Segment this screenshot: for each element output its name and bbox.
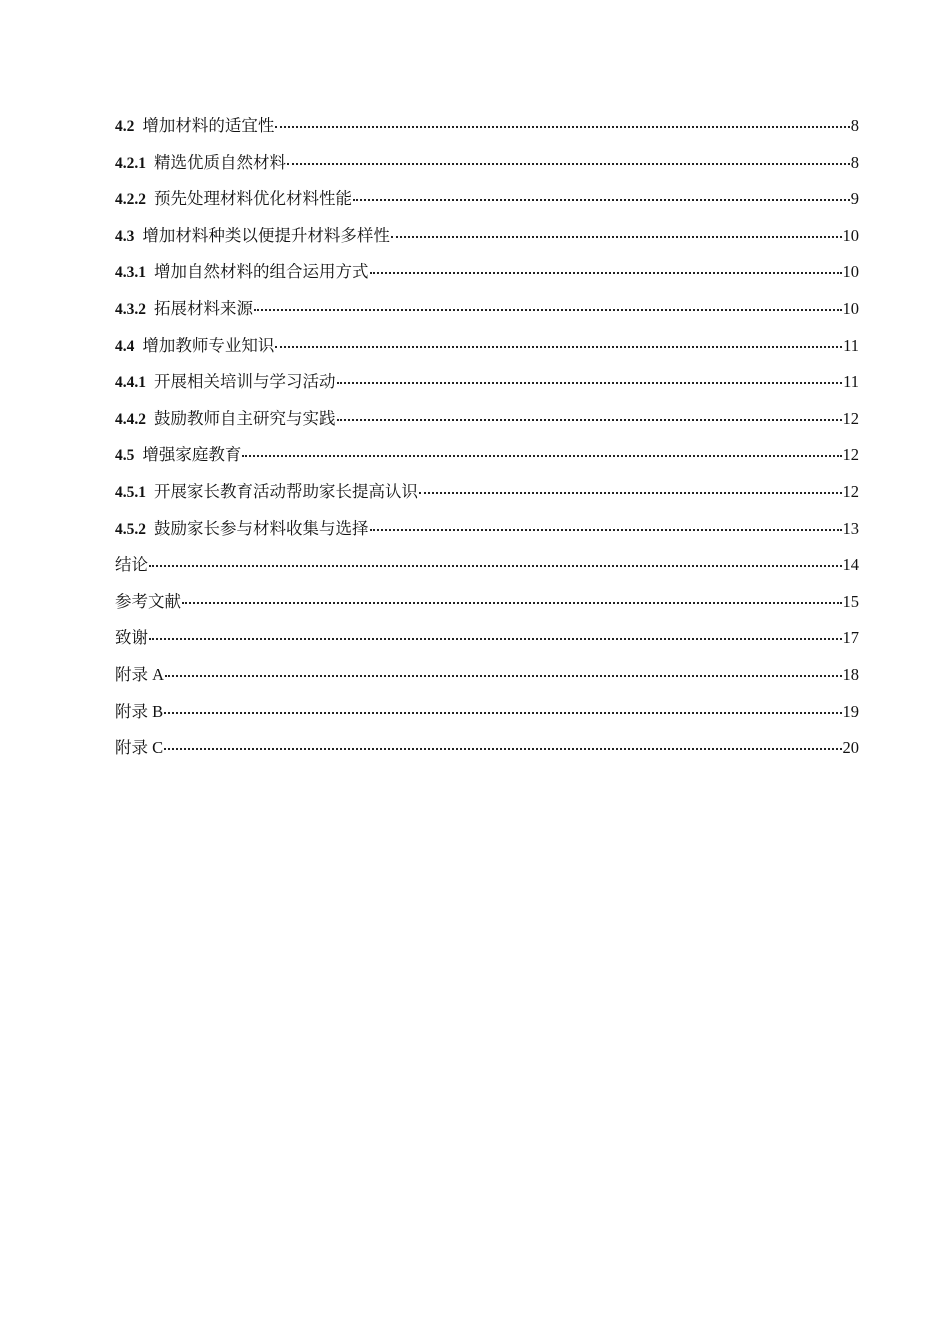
toc-entry-appendix-b[interactable] [115,700,859,737]
toc-dot-leader [149,565,842,567]
toc-entry-page: 17 [842,628,859,648]
toc-dot-leader [337,419,842,421]
toc-dot-leader [242,455,841,457]
toc-dot-leader [275,346,842,348]
toc-entry-4-3[interactable] [115,224,859,261]
toc-entry-title: 开展相关培训与学习活动 [154,372,336,392]
toc-entry-page: 13 [842,518,859,538]
toc-entry-title: 增加材料的适宜性 [142,116,275,135]
toc-entry-4-2-1[interactable] [115,151,859,188]
toc-entry-number: 4.5 [115,447,135,465]
toc-entry-number: 4.3.2 [115,300,146,318]
toc-entry-title: 结论 [115,555,148,575]
toc-dot-leader [164,712,841,714]
toc-entry-title: 拓展材料来源 [154,298,253,318]
toc-dot-leader [353,199,850,201]
toc-entry-number: 4.2.1 [115,154,146,172]
toc-entry-appendix-a[interactable] [115,663,859,700]
toc-entry-title: 致谢 [115,628,148,648]
toc-entry-number: 4.5.2 [115,520,146,538]
toc-entry-4-4[interactable] [115,334,859,371]
toc-dot-leader [164,748,841,750]
toc-entry-number: 4.5.1 [115,483,146,501]
toc-entry-title: 增强家庭教育 [142,445,242,465]
toc-entry-4-2[interactable] [115,114,859,151]
toc-entry-number: 4.4.1 [115,374,146,392]
toc-entry-title: 预先处理材料优化材料性能 [154,189,352,209]
toc-dot-leader [370,529,842,531]
toc-entry-4-3-1[interactable] [115,260,859,297]
toc-entry-number: 4.4.2 [115,410,146,428]
toc-entry-page: 10 [842,298,859,318]
toc-entry-page: 11 [843,335,859,355]
toc-entry-title: 开展家长教育活动帮助家长提高认识 [154,481,418,501]
toc-dot-leader [337,382,843,384]
toc-dot-leader [419,492,842,494]
toc-dot-leader [275,126,849,128]
toc-entry-4-3-2[interactable] [115,297,859,334]
toc-entry-acknowledgements[interactable] [115,626,859,663]
toc-dot-leader [254,309,842,311]
toc-entry-title: 附录 B [115,701,164,721]
toc-entry-4-5-2[interactable] [115,517,859,554]
toc-entry-page: 12 [842,408,859,428]
toc-entry-conclusion[interactable] [115,553,859,590]
toc-entry-number: 4.3.1 [115,264,146,282]
toc-entry-page: 10 [842,262,859,282]
toc-entry-title: 附录 C [115,738,164,758]
toc-dot-leader [165,675,841,677]
toc-entry-page: 12 [842,445,859,465]
toc-entry-title: 鼓励家长参与材料收集与选择 [154,518,369,538]
toc-entry-number: 4.2.2 [115,191,146,209]
toc-entry-title: 精选优质自然材料 [154,152,286,172]
toc-entry-number: 4.3 [115,227,135,245]
toc-entry-number: 4.2 [115,118,135,135]
toc-entry-page: 8 [850,116,859,135]
toc-entry-page: 18 [842,664,859,684]
toc-entry-title: 增加自然材料的组合运用方式 [154,262,369,282]
toc-dot-leader [149,638,842,640]
toc-entry-page: 12 [842,481,859,501]
table-of-contents [115,114,859,773]
toc-dot-leader [391,236,842,238]
toc-entry-title: 鼓励教师自主研究与实践 [154,408,336,428]
toc-entry-page: 9 [850,189,859,209]
toc-entry-4-5-1[interactable] [115,480,859,517]
toc-entry-title: 参考文献 [115,591,181,611]
toc-dot-leader [370,272,842,274]
toc-entry-4-2-2[interactable] [115,187,859,224]
toc-entry-page: 15 [842,591,859,611]
toc-entry-title: 增加教师专业知识 [142,335,275,355]
toc-entry-4-5[interactable] [115,443,859,480]
toc-entry-page: 20 [842,738,859,758]
toc-dot-leader [287,163,850,165]
toc-entry-page: 11 [843,372,859,392]
toc-entry-page: 19 [842,701,859,721]
toc-entry-page: 14 [842,555,859,575]
toc-entry-4-4-1[interactable] [115,370,859,407]
toc-entry-number: 4.4 [115,337,135,355]
toc-entry-references[interactable] [115,590,859,627]
toc-entry-page: 10 [842,225,859,245]
toc-dot-leader [182,602,842,604]
toc-entry-title: 增加材料种类以便提升材料多样性 [142,225,390,245]
toc-entry-page: 8 [850,152,859,172]
toc-entry-title: 附录 A [115,664,165,684]
toc-entry-appendix-c[interactable] [115,736,859,773]
toc-entry-4-4-2[interactable] [115,407,859,444]
